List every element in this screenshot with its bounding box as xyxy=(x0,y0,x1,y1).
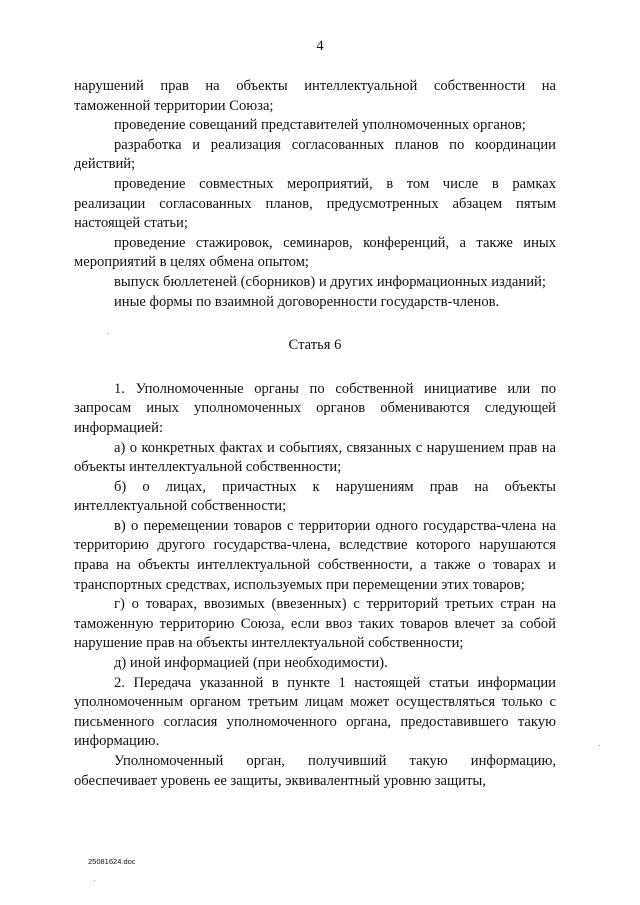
paragraph: в) о перемещении товаров с территории одного государства-члена на территорию другого государства-члена, вследствие которого нарушаются права на объекты интеллектуальной собственности, а также о товарах и транспортных средствах, используемых при перемещении этих товаров; xyxy=(74,517,556,593)
document-body xyxy=(74,77,556,791)
paragraph: б) о лицах, причастных к нарушениям прав на объекты интеллектуальной собственности; xyxy=(74,478,556,515)
paragraph: 2. Передача указанной в пункте 1 настоящей статьи информации уполномоченным органом третьим лицам может осуществляться только с письменного согласия уполномоченного органа, предоставившего такую информацию. xyxy=(74,674,556,750)
page-number: 4 xyxy=(316,38,324,54)
footer-file-code: 25081624.doc xyxy=(88,857,136,866)
paragraph: проведение совместных мероприятий, в том числе в рамках реализации согласованных планов, предусмотренных абзацем пятым настоящей статьи; xyxy=(74,175,556,232)
scan-speck xyxy=(108,333,109,334)
paragraph: проведение стажировок, семинаров, конференций, а также иных мероприятий в целях обмена опытом; xyxy=(74,234,556,271)
paragraph: г) о товарах, ввозимых (ввезенных) с территорий третьих стран на таможенную территорию Союза, если ввоз таких товаров влечет за собой нарушение прав на объекты интеллектуальной собственности; xyxy=(74,596,556,652)
paragraph: а) о конкретных фактах и событиях, связанных с нарушением прав на объекты интеллектуальной собственности; xyxy=(74,439,556,476)
paragraph: нарушений прав на объекты интеллектуальной собственности на таможенной территории Союза; xyxy=(74,78,556,114)
scan-speck xyxy=(599,745,600,746)
paragraph: проведение совещаний представителей уполномоченных органов; xyxy=(114,117,526,134)
paragraph: выпуск бюллетеней (сборников) и других информационных изданий; xyxy=(114,273,546,290)
scan-speck xyxy=(94,880,95,881)
paragraph: разработка и реализация согласованных планов по координации действий; xyxy=(74,136,556,173)
paragraph: иные формы по взаимной договоренности государств-членов. xyxy=(114,293,500,310)
paragraph: Уполномоченный орган, получивший такую информацию, обеспечивает уровень ее защиты, эквивалентный уровню защиты, xyxy=(74,753,556,789)
paragraph: д) иной информацией (при необходимости). xyxy=(114,655,388,672)
article-title: Статья 6 xyxy=(288,337,342,354)
paragraph: 1. Уполномоченные органы по собственной инициативе или по запросам иных уполномоченных органов обмениваются следующей информацией: xyxy=(74,380,556,436)
